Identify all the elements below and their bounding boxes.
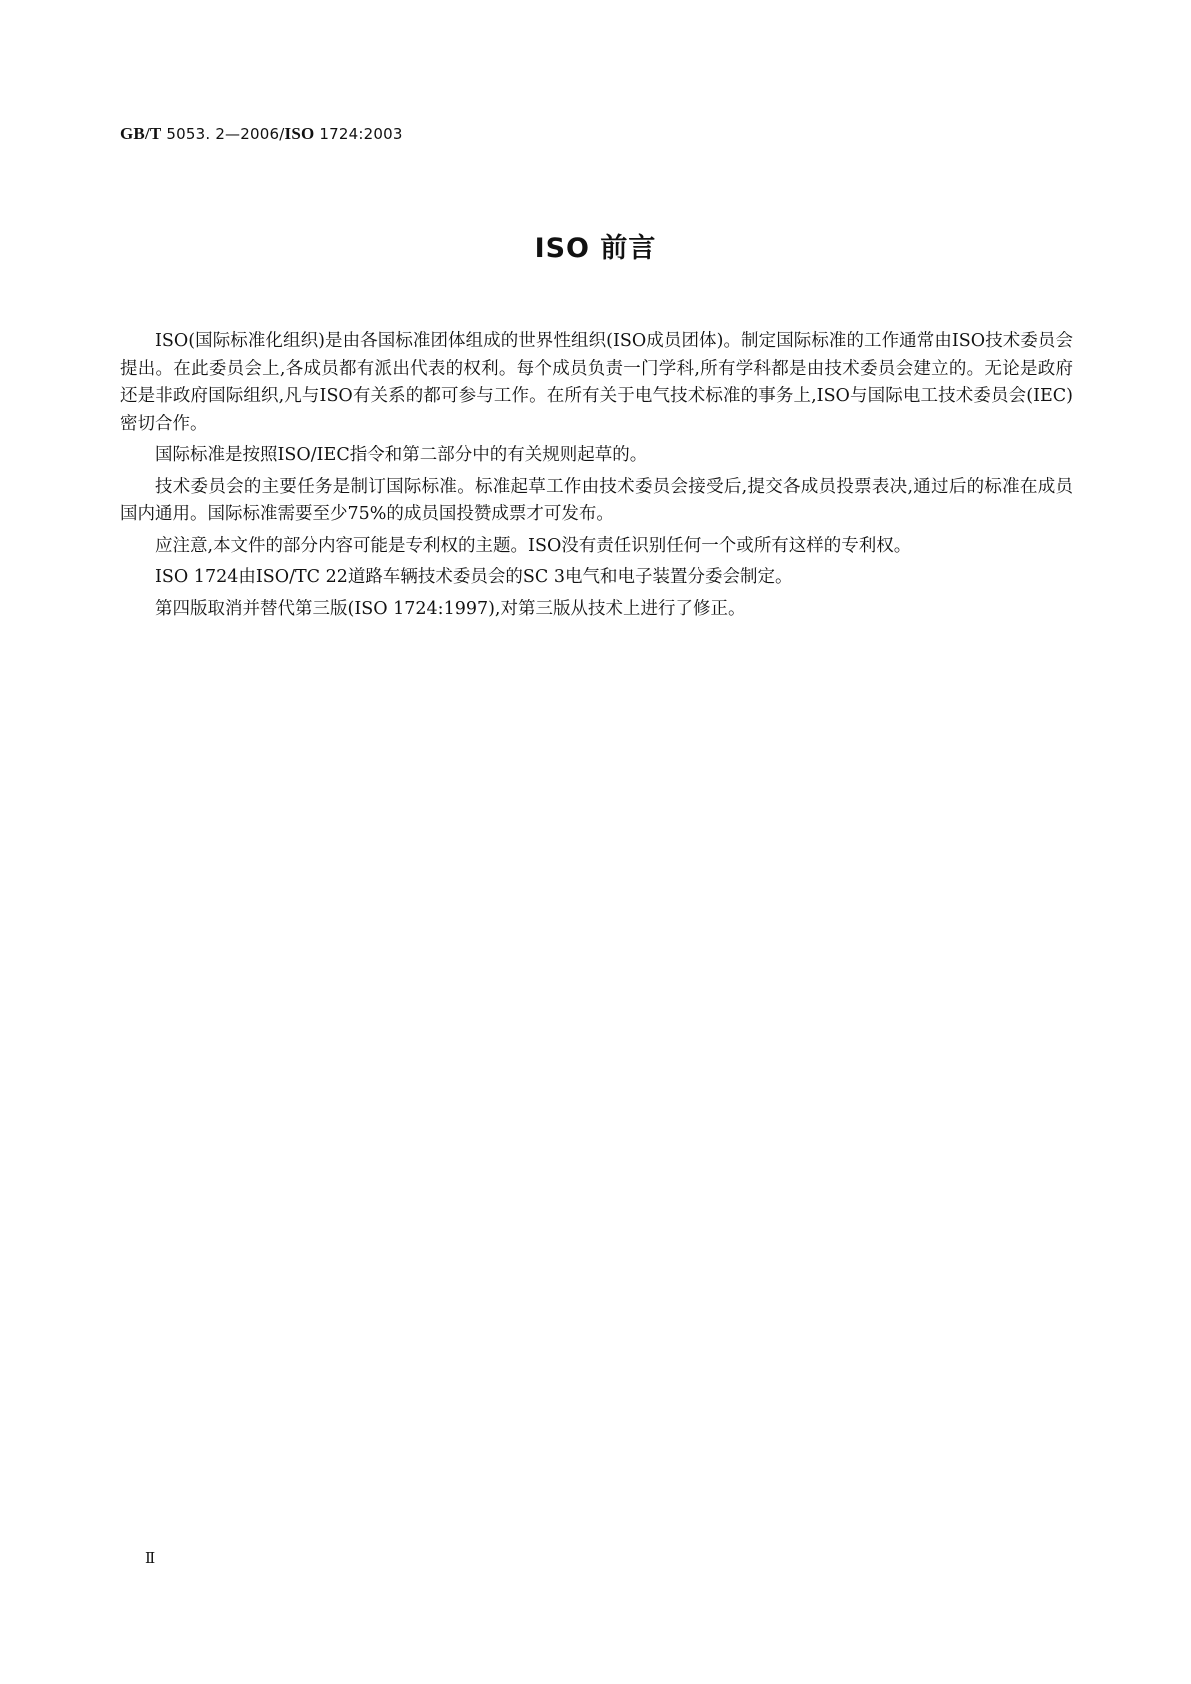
paragraph: ISO 1724由ISO/TC 22道路车辆技术委员会的SC 3电气和电子装置分委会制定。	[155, 567, 793, 587]
header-code-part: ISO	[284, 124, 315, 143]
document-code-header	[120, 124, 403, 144]
paragraph: 国际标准是按照ISO/IEC指令和第二部分中的有关规则起草的。	[155, 445, 648, 465]
paragraph: 技术委员会的主要任务是制订国际标准。标准起草工作由技术委员会接受后,提交各成员投票表决,通过后的标准在成员国内通用。国际标准需要至少75%的成员国投赞成票才可发布。	[120, 476, 1073, 524]
paragraph: 第四版取消并替代第三版(ISO 1724:1997),对第三版从技术上进行了修正。	[155, 598, 746, 619]
page-number: Ⅱ	[145, 1551, 156, 1567]
paragraph: ISO(国际标准化组织)是由各国标准团体组成的世界性组织(ISO成员团体)。制定国际标准的工作通常由ISO技术委员会提出。在此委员会上,各成员都有派出代表的权利。每个成员负责一门学科,所有学科都是由技术委员会建立的。无论是政府还是非政府国际组织,凡与ISO有关系的都可参与工作。在所有关于电气技术标准的事务上,ISO与国际电工技术委员会(IEC)密切合作。	[120, 331, 1073, 434]
header-code-part: 1724:2003	[314, 125, 403, 143]
header-code-part: GB/T	[120, 124, 162, 143]
paragraph: 应注意,本文件的部分内容可能是专利权的主题。ISO没有责任识别任何一个或所有这样的专利权。	[155, 535, 912, 556]
page-title: ISO 前言	[534, 233, 657, 264]
header-code-part: 5053. 2—2006/	[161, 125, 285, 143]
foreword-body	[120, 328, 1073, 627]
